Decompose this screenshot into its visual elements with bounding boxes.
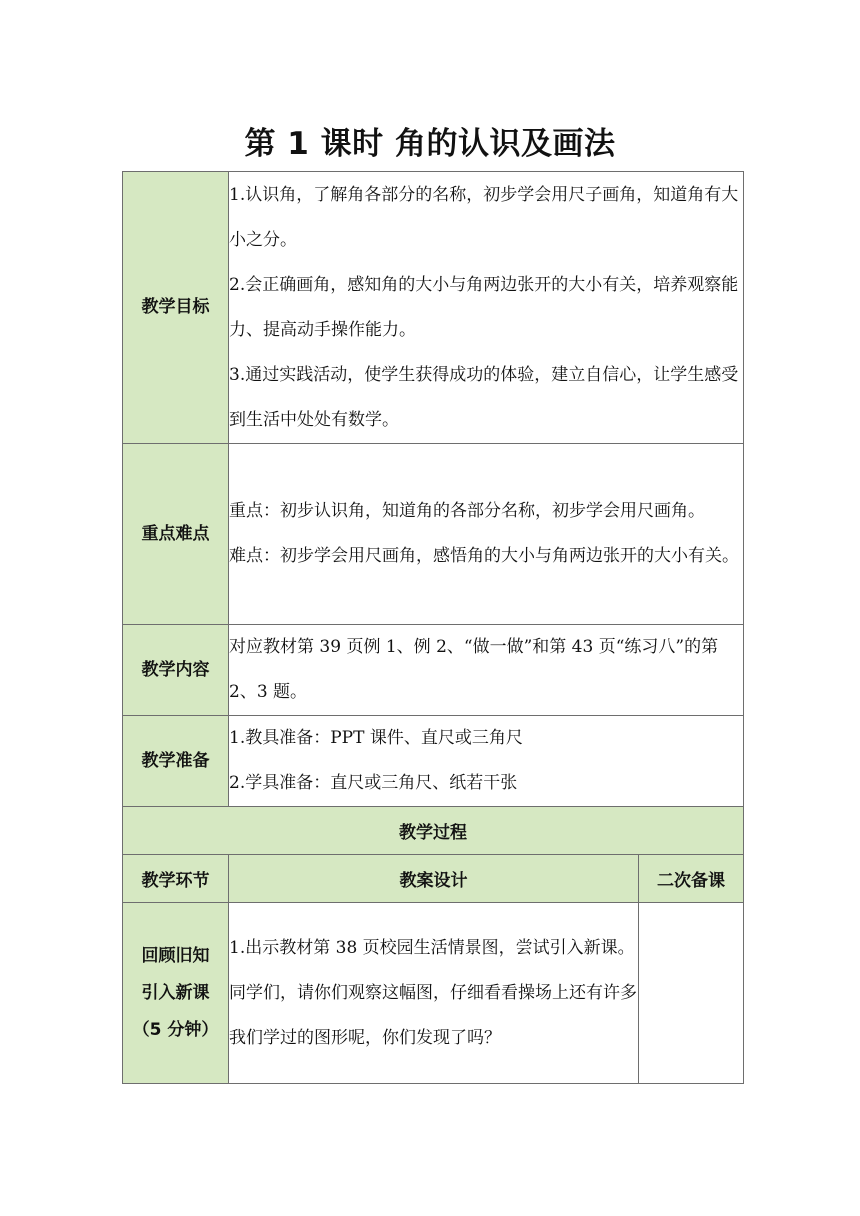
stage-label-line: （5 分钟）: [132, 1019, 219, 1040]
page-title: 第 1 课时 角的认识及画法: [244, 126, 616, 162]
label-teaching-content: 教学内容: [123, 625, 229, 716]
column-header-stage: 教学环节: [123, 855, 229, 903]
column-header-design: 教案设计: [229, 855, 639, 903]
row-key-difficult-points: [123, 444, 744, 625]
stage-label-line: 回顾旧知: [141, 945, 210, 966]
prep-line: 2.学具准备：直尺或三角尺、纸若干张: [229, 773, 518, 793]
content-stage-review: [229, 903, 639, 1084]
process-header: 教学过程: [123, 807, 744, 855]
content-teaching-content: [229, 625, 744, 716]
label-key-difficult-points: 重点难点: [123, 444, 229, 625]
content-teaching-prep: [229, 716, 744, 807]
stage-line: 1.出示教材第 38 页校园生活情景图，尝试引入新课。: [229, 937, 635, 958]
row-stage-review: [123, 903, 744, 1084]
content-line: 对应教材第 39 页例 1、例 2、“做一做”和第 43 页“练习八”的第 2、3 题。: [229, 637, 719, 702]
label-stage-review: [123, 903, 229, 1084]
goal-line: 2.会正确画角，感知角的大小与角两边张开的大小有关，培养观察能力、提高动手操作能力。: [229, 274, 739, 340]
content-teaching-goals: [229, 172, 744, 444]
goal-line: 3.通过实践活动，使学生获得成功的体验，建立自信心，让学生感受到生活中处处有数学。: [229, 364, 739, 430]
stage-label-line: 引入新课: [141, 982, 210, 1003]
row-process-header: [123, 807, 744, 855]
row-teaching-goals: [123, 172, 744, 444]
notes-stage-review: [639, 903, 744, 1084]
row-teaching-prep: [123, 716, 744, 807]
label-teaching-prep: 教学准备: [123, 716, 229, 807]
column-header-notes: 二次备课: [639, 855, 744, 903]
row-column-headers: [123, 855, 744, 903]
label-teaching-goals: 教学目标: [123, 172, 229, 444]
stage-line: 同学们，请你们观察这幅图，仔细看看操场上还有许多我们学过的图形呢，你们发现了吗？: [229, 982, 637, 1048]
row-teaching-content: [123, 625, 744, 716]
lesson-plan-table: [122, 171, 744, 1084]
goal-line: 1.认识角，了解角各部分的名称，初步学会用尺子画角，知道角有大小之分。: [229, 184, 739, 250]
keypoint-line: 重点：初步认识角，知道角的各部分名称，初步学会用尺画角。: [229, 501, 705, 521]
content-key-difficult-points: [229, 444, 744, 625]
keypoint-line: 难点：初步学会用尺画角，感悟角的大小与角两边张开的大小有关。: [229, 546, 739, 566]
prep-line: 1.教具准备：PPT 课件、直尺或三角尺: [229, 728, 523, 748]
